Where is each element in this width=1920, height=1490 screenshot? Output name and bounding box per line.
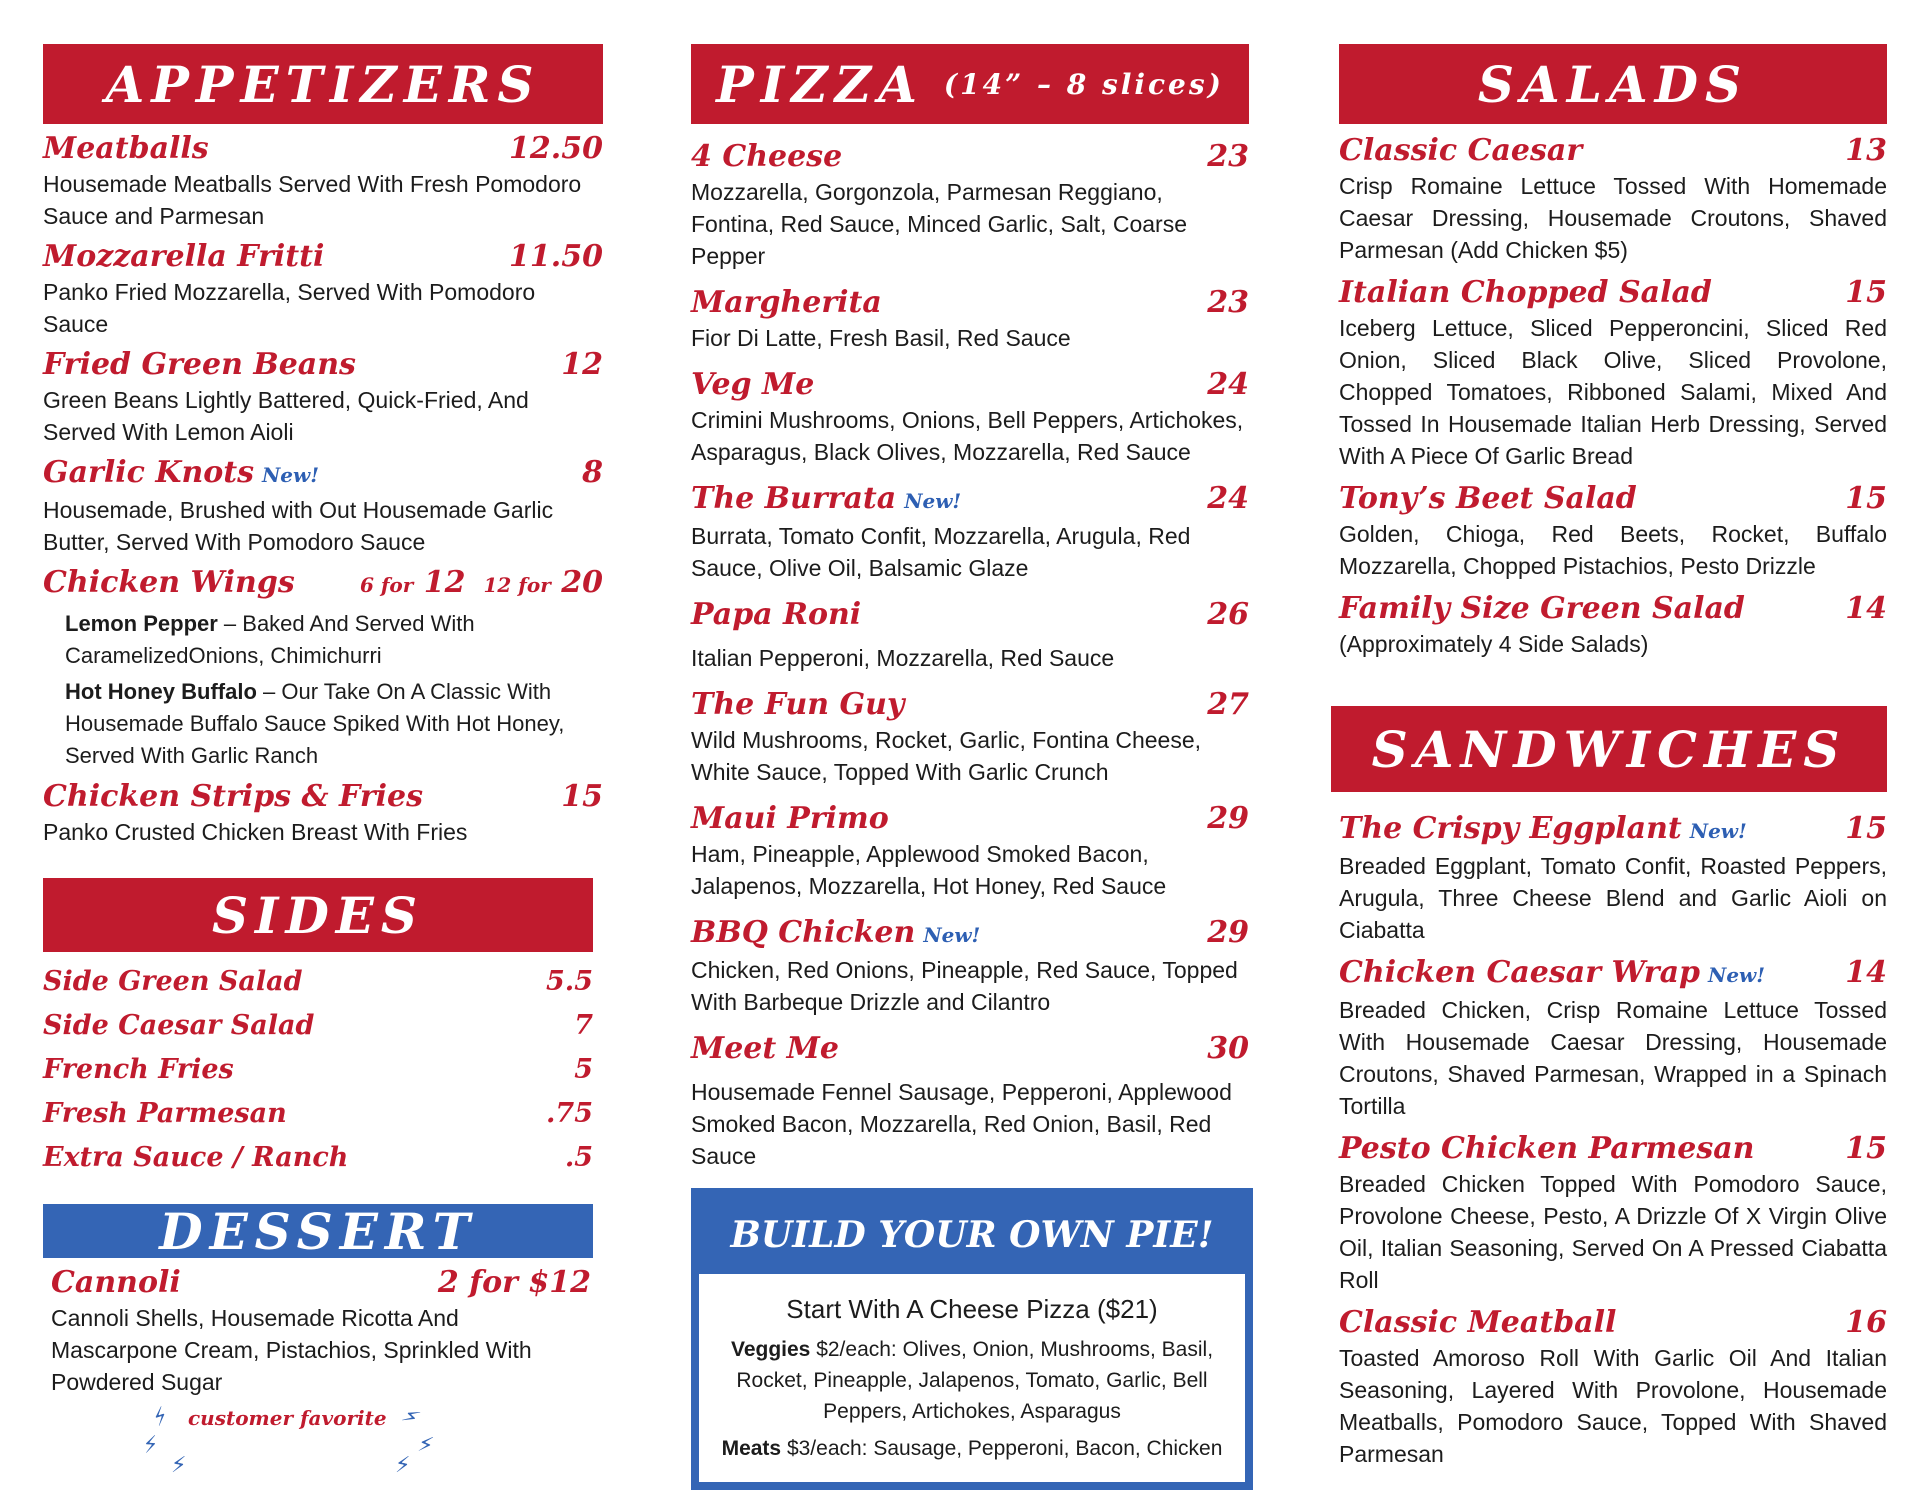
build-your-own-box: [691, 1188, 1253, 1490]
item-description: Iceberg Lettuce, Sliced Pepperoncini, Sliced Red Onion, Sliced Black Olive, Sliced Provolone, Chopped Tomatoes, Ribboned Salami, Mixed And Tossed In Housemade Italian Herb Dressing, Served With A Piece Of Garlic Bread: [1339, 315, 1887, 469]
item-price: 29: [1207, 915, 1249, 950]
lightning-bolt-icon: ⚡: [171, 1452, 187, 1477]
item-name: Chicken Strips & Fries: [43, 779, 423, 814]
item-name: Fresh Parmesan: [43, 1098, 287, 1129]
item-price: 15: [561, 779, 603, 814]
item-price: 26: [1207, 597, 1249, 632]
item-price: 2 for $12: [437, 1265, 591, 1300]
item-name: Meatballs: [43, 131, 209, 166]
item-description: (Approximately 4 Side Salads): [1339, 631, 1649, 657]
item-description: Crisp Romaine Lettuce Tossed With Homemade Caesar Dressing, Housemade Croutons, Shaved Parmesan (Add Chicken $5): [1339, 173, 1887, 263]
option-description: – Baked And Served With CaramelizedOnions, Chimichurri: [65, 611, 475, 668]
item-price: 12.50: [509, 131, 603, 166]
item-name: The Burrata: [691, 481, 897, 516]
item-description: Breaded Chicken, Crisp Romaine Lettuce Tossed With Housemade Caesar Dressing, Housemade Croutons, Shaved Parmesan, Wrapped in a Spinach Tortilla: [1339, 997, 1887, 1119]
side-item: [43, 1004, 593, 1048]
item-name: BBQ Chicken: [691, 915, 916, 950]
menu-item: [43, 346, 603, 448]
item-name: Classic Meatball: [1339, 1305, 1617, 1340]
item-price: 14: [1845, 955, 1887, 990]
menu-item: [691, 366, 1249, 468]
item-name: Side Caesar Salad: [43, 1010, 315, 1041]
salads-header: SALADS: [1339, 44, 1887, 124]
menu-item: [691, 596, 1249, 674]
item-description: Italian Pepperoni, Mozzarella, Red Sauce: [691, 645, 1115, 671]
menu-item: [43, 454, 603, 558]
item-price: 8: [582, 455, 603, 490]
item-description: Fior Di Latte, Fresh Basil, Red Sauce: [691, 325, 1071, 351]
menu-item: [1339, 132, 1887, 266]
left-column: [43, 44, 603, 1477]
item-name: Italian Chopped Salad: [1339, 275, 1712, 310]
menu-item: [43, 238, 603, 340]
item-description: Housemade, Brushed with Out Housemade Garlic Butter, Served With Pomodoro Sauce: [43, 497, 554, 555]
item-price: .5: [564, 1142, 593, 1173]
middle-column: [691, 44, 1249, 1490]
item-description: Wild Mushrooms, Rocket, Garlic, Fontina Cheese, White Sauce, Topped With Garlic Crunch: [691, 727, 1202, 785]
item-description: Breaded Chicken Topped With Pomodoro Sauce, Provolone Cheese, Pesto, A Drizzle Of X Virgin Olive Oil, Italian Seasoning, Served On A Pressed Ciabatta Roll: [1339, 1171, 1887, 1293]
item-description: Breaded Eggplant, Tomato Confit, Roasted Peppers, Arugula, Three Cheese Blend and Garlic Aioli on Ciabatta: [1339, 853, 1887, 943]
menu-item: [1339, 810, 1887, 946]
item-price: 24: [1207, 367, 1249, 402]
item-description: Mozzarella, Gorgonzola, Parmesan Reggiano, Fontina, Red Sauce, Minced Garlic, Salt, Coarse Pepper: [691, 179, 1188, 269]
item-price: 11.50: [509, 239, 603, 274]
item-name: Meet Me: [691, 1031, 839, 1066]
option-name: Lemon Pepper: [65, 611, 218, 636]
item-name: Chicken Wings: [43, 565, 295, 600]
item-name: French Fries: [43, 1054, 234, 1085]
item-price: 20: [561, 565, 603, 600]
item-name: Pesto Chicken Parmesan: [1339, 1131, 1755, 1166]
item-price: 15: [1845, 811, 1887, 846]
item-price: 5: [574, 1054, 593, 1085]
veggies-label: Veggies: [730, 1338, 811, 1361]
byo-title: BUILD YOUR OWN PIE!: [699, 1196, 1245, 1274]
menu-item-chicken-wings: [43, 564, 603, 772]
item-price: 23: [1207, 285, 1249, 320]
customer-favorite-tag: [43, 1401, 603, 1477]
menu-item: [1339, 590, 1887, 660]
item-price: 15: [1845, 481, 1887, 516]
menu-item: [1339, 274, 1887, 472]
item-name: The Crispy Eggplant: [1339, 811, 1682, 846]
item-name: 4 Cheese: [691, 139, 843, 174]
item-name: Side Green Salad: [43, 966, 303, 997]
sides-list: [43, 960, 593, 1180]
item-price: 15: [1845, 275, 1887, 310]
item-price: 12: [423, 565, 466, 600]
veggies-list: $2/each: Olives, Onion, Mushrooms, Basil, Rocket, Pineapple, Jalapenos, Tomato, Garlic, Bell Peppers, Artichokes, Asparagus: [736, 1338, 1214, 1423]
option-name: Hot Honey Buffalo: [65, 679, 257, 704]
item-price: 14: [1845, 591, 1887, 626]
item-name: Extra Sauce / Ranch: [43, 1142, 349, 1173]
item-description: Toasted Amoroso Roll With Garlic Oil And Italian Seasoning, Layered With Provolone, Housemade Meatballs, Pomodoro Sauce, Topped With Shaved Parmesan: [1339, 1345, 1887, 1467]
item-name: Mozzarella Fritti: [43, 239, 325, 274]
sides-header: SIDES: [43, 878, 593, 952]
byo-meats: [719, 1433, 1225, 1464]
item-price: 12: [561, 347, 603, 382]
item-description: Panko Crusted Chicken Breast With Fries: [43, 819, 468, 845]
item-description: Housemade Meatballs Served With Fresh Pomodoro Sauce and Parmesan: [43, 171, 582, 229]
menu-item: [43, 778, 603, 848]
customer-favorite-label: customer favorite: [188, 1406, 387, 1430]
menu-item: [691, 1030, 1249, 1172]
item-description: Chicken, Red Onions, Pineapple, Red Sauce, Topped With Barbeque Drizzle and Cilantro: [691, 957, 1238, 1015]
item-description: Crimini Mushrooms, Onions, Bell Peppers, Artichokes, Asparagus, Black Olives, Mozzarella, Red Sauce: [691, 407, 1244, 465]
item-name: Family Size Green Salad: [1339, 591, 1745, 626]
item-name: Tony’s Beet Salad: [1339, 481, 1637, 516]
byo-veggies: [719, 1334, 1225, 1427]
item-name: The Fun Guy: [691, 687, 905, 722]
lightning-bolt-icon: ⚡: [398, 1401, 424, 1432]
price-qty: 6 for: [359, 573, 414, 597]
item-description: Green Beans Lightly Battered, Quick-Fried, And Served With Lemon Aioli: [43, 387, 529, 445]
appetizers-header: APPETIZERS: [43, 44, 603, 124]
option-description: – Our Take On A Classic With Housemade Buffalo Sauce Spiked With Hot Honey, Served With Garlic Ranch: [65, 679, 565, 768]
right-column: [1339, 44, 1887, 1470]
item-price: 16: [1845, 1305, 1887, 1340]
lightning-bolt-icon: ⚡: [147, 1401, 174, 1432]
side-item: [43, 1136, 593, 1180]
meats-list: $3/each: Sausage, Pepperoni, Bacon, Chicken: [781, 1437, 1223, 1460]
pizza-header: [691, 44, 1249, 124]
wings-option: [65, 676, 603, 772]
sandwiches-header: SANDWICHES: [1331, 706, 1887, 792]
item-price: .75: [546, 1098, 593, 1129]
item-name: Veg Me: [691, 367, 815, 402]
side-item: [43, 960, 593, 1004]
menu-item: [43, 130, 603, 232]
item-name: Classic Caesar: [1339, 133, 1583, 168]
new-badge: New!: [262, 463, 320, 487]
item-name: Fried Green Beans: [43, 347, 356, 382]
menu-item: [1339, 480, 1887, 582]
item-description: Cannoli Shells, Housemade Ricotta And Mascarpone Cream, Pistachios, Sprinkled With Powdered Sugar: [51, 1305, 532, 1395]
menu-item: [691, 800, 1249, 902]
menu-item: [1339, 954, 1887, 1122]
item-price: 15: [1845, 1131, 1887, 1166]
lightning-bolt-icon: ⚡: [140, 1430, 161, 1459]
side-item: [43, 1092, 593, 1136]
item-name: Maui Primo: [691, 801, 889, 836]
lightning-bolt-icon: ⚡: [395, 1452, 411, 1477]
item-name: Cannoli: [51, 1265, 181, 1300]
lightning-bolt-icon: ⚡: [416, 1430, 436, 1459]
side-item: [43, 1048, 593, 1092]
new-badge: New!: [1708, 963, 1766, 987]
item-price: 7: [574, 1010, 593, 1041]
item-price: 30: [1207, 1031, 1249, 1066]
new-badge: New!: [923, 923, 981, 947]
new-badge: New!: [1689, 819, 1747, 843]
menu-item: [691, 480, 1249, 584]
pizza-subtitle: (14” – 8 slices): [943, 67, 1224, 101]
menu-item-cannoli: [51, 1264, 591, 1398]
new-badge: New!: [904, 489, 962, 513]
menu-item: [1339, 1304, 1887, 1470]
item-price: 23: [1207, 139, 1249, 174]
item-description: Burrata, Tomato Confit, Mozzarella, Arugula, Red Sauce, Olive Oil, Balsamic Glaze: [691, 523, 1191, 581]
item-name: Garlic Knots: [43, 455, 255, 490]
item-description: Ham, Pineapple, Applewood Smoked Bacon, Jalapenos, Mozzarella, Hot Honey, Red Sauce: [691, 841, 1167, 899]
menu-item: [691, 686, 1249, 788]
meats-label: Meats: [721, 1437, 782, 1460]
price-qty: 12 for: [483, 573, 551, 597]
item-price: 29: [1207, 801, 1249, 836]
wings-option: [65, 608, 603, 672]
menu-item: [691, 284, 1249, 354]
item-name: Papa Roni: [691, 597, 862, 632]
menu-item: [691, 914, 1249, 1018]
item-price: 13: [1845, 133, 1887, 168]
item-price: 5.5: [546, 966, 593, 997]
item-name: Chicken Caesar Wrap: [1339, 955, 1701, 990]
dessert-header: DESSERT: [43, 1204, 593, 1258]
item-name: Margherita: [691, 285, 882, 320]
menu-item: [1339, 1130, 1887, 1296]
byo-intro: Start With A Cheese Pizza ($21): [786, 1294, 1158, 1324]
item-price: 24: [1207, 481, 1249, 516]
item-description: Housemade Fennel Sausage, Pepperoni, Applewood Smoked Bacon, Mozzarella, Red Onion, Basil, Red Sauce: [691, 1079, 1232, 1169]
item-description: Golden, Chioga, Red Beets, Rocket, Buffalo Mozzarella, Chopped Pistachios, Pesto Drizzle: [1339, 521, 1887, 579]
item-price: 27: [1207, 687, 1249, 722]
item-description: Panko Fried Mozzarella, Served With Pomodoro Sauce: [43, 279, 536, 337]
wings-prices: [360, 564, 603, 604]
menu-item: [691, 138, 1249, 272]
pizza-title: PIZZA: [716, 54, 924, 114]
